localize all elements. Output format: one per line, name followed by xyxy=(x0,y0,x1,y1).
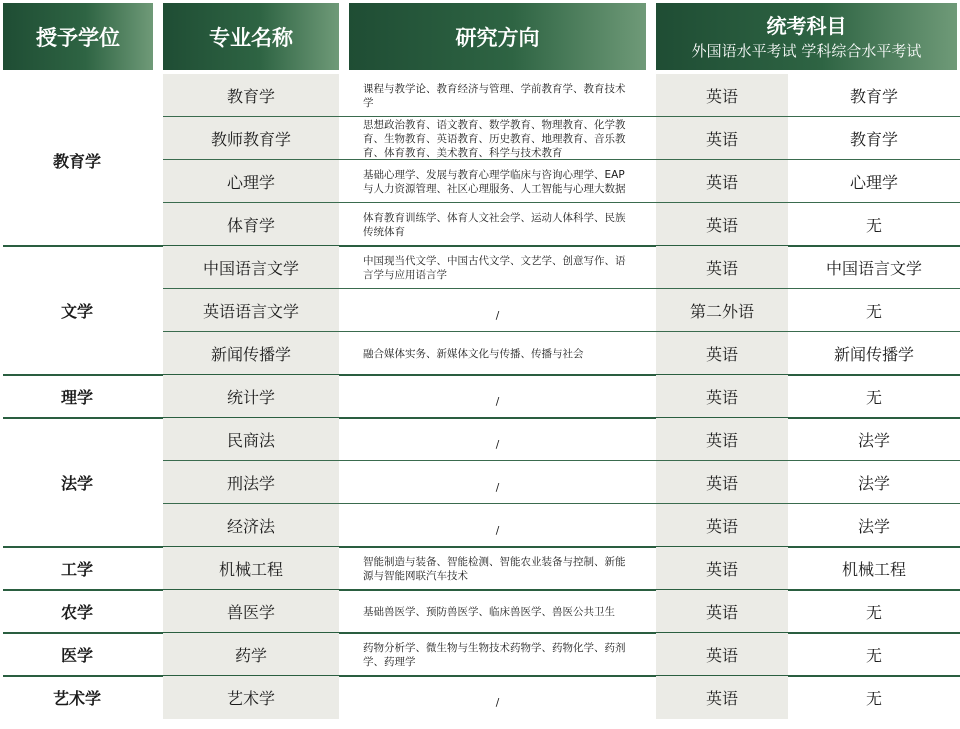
header-direction: 研究方向 xyxy=(349,3,646,70)
major-cell: 刑法学 xyxy=(163,461,339,504)
subject-exam-cell: 无 xyxy=(865,216,882,235)
foreign-language-cell: 英语 xyxy=(656,504,788,547)
foreign-language-cell: 英语 xyxy=(656,375,788,418)
degree-cell: 理学 xyxy=(60,388,93,407)
major-cell: 中国语言文学 xyxy=(163,246,339,289)
direction-cell: / xyxy=(495,524,500,537)
subject-exam-cell: 法学 xyxy=(857,474,890,493)
degree-cell: 教育学 xyxy=(52,151,101,171)
foreign-language-cell: 英语 xyxy=(656,676,788,719)
direction-cell: 思想政治教育、语文教育、数学教育、物理教育、化学教育、生物教育、英语教育、历史教育、地理教育、音乐教育、体育教育、美术教育、科学与技术教育 xyxy=(363,118,626,159)
subject-exam-cell: 法学 xyxy=(857,431,890,450)
direction-cell: 融合媒体实务、新媒体文化与传播、传播与社会 xyxy=(363,347,584,360)
degree-cell: 工学 xyxy=(60,560,93,579)
major-cell: 民商法 xyxy=(163,418,339,461)
foreign-language-cell: 英语 xyxy=(656,418,788,461)
foreign-language-cell: 英语 xyxy=(656,633,788,676)
subject-exam-cell: 心理学 xyxy=(849,173,898,192)
major-cell: 药学 xyxy=(163,633,339,676)
subject-exam-cell: 教育学 xyxy=(849,130,898,149)
major-cell: 新闻传播学 xyxy=(163,332,339,375)
major-cell: 教师教育学 xyxy=(163,117,339,160)
direction-cell: / xyxy=(495,438,500,451)
direction-cell: 体育教育训练学、体育人文社会学、运动人体科学、民族传统体育 xyxy=(363,211,626,238)
direction-cell: 中国现当代文学、中国古代文学、文艺学、创意写作、语言学与应用语言学 xyxy=(363,254,626,281)
degree-cell: 文学 xyxy=(60,302,93,321)
subject-exam-cell: 教育学 xyxy=(849,87,898,106)
subject-exam-cell: 新闻传播学 xyxy=(833,345,914,364)
direction-cell: 基础兽医学、预防兽医学、临床兽医学、兽医公共卫生 xyxy=(363,605,615,618)
direction-cell: / xyxy=(495,309,500,322)
degree-cell: 艺术学 xyxy=(52,689,101,708)
direction-cell: / xyxy=(495,481,500,494)
header-exam-subtitle: 外国语水平考试 学科综合水平考试 xyxy=(691,41,922,60)
major-cell: 艺术学 xyxy=(163,676,339,719)
header-major: 专业名称 xyxy=(163,3,339,70)
direction-cell: 基础心理学、发展与教育心理学临床与咨询心理学、EAP与人力资源管理、社区心理服务、人工智能与心理大数据 xyxy=(363,168,626,195)
foreign-language-cell: 英语 xyxy=(656,590,788,633)
subject-exam-cell: 无 xyxy=(865,388,882,407)
direction-cell: / xyxy=(495,395,500,408)
foreign-language-cell: 英语 xyxy=(656,117,788,160)
header-degree: 授予学位 xyxy=(3,3,153,70)
subject-exam-cell: 中国语言文学 xyxy=(825,259,922,278)
subject-exam-cell: 无 xyxy=(865,646,882,665)
foreign-language-cell: 英语 xyxy=(656,203,788,246)
subject-exam-cell: 机械工程 xyxy=(841,560,906,579)
major-cell: 体育学 xyxy=(163,203,339,246)
degree-cell: 农学 xyxy=(60,603,93,622)
major-cell: 统计学 xyxy=(163,375,339,418)
header-exam-title: 统考科目 xyxy=(766,13,847,38)
foreign-language-cell: 第二外语 xyxy=(656,289,788,332)
foreign-language-cell: 英语 xyxy=(656,160,788,203)
direction-cell: 课程与教学论、教育经济与管理、学前教育学、教育技术学 xyxy=(363,82,626,109)
subject-exam-cell: 无 xyxy=(865,689,882,708)
subject-exam-cell: 无 xyxy=(865,302,882,321)
foreign-language-cell: 英语 xyxy=(656,461,788,504)
subject-exam-cell: 法学 xyxy=(857,517,890,536)
direction-cell: 智能制造与装备、智能检测、智能农业装备与控制、新能源与智能网联汽车技术 xyxy=(363,555,626,582)
subject-exam-cell: 无 xyxy=(865,603,882,622)
major-cell: 机械工程 xyxy=(163,547,339,590)
degree-cell: 法学 xyxy=(60,474,93,493)
foreign-language-cell: 英语 xyxy=(656,74,788,117)
foreign-language-cell: 英语 xyxy=(656,246,788,289)
foreign-language-cell: 英语 xyxy=(656,547,788,590)
major-cell: 英语语言文学 xyxy=(163,289,339,332)
degree-cell: 医学 xyxy=(60,646,93,665)
direction-cell: / xyxy=(495,696,500,709)
major-cell: 兽医学 xyxy=(163,590,339,633)
major-cell: 教育学 xyxy=(163,74,339,117)
direction-cell: 药物分析学、微生物与生物技术药物学、药物化学、药剂学、药理学 xyxy=(363,641,626,668)
foreign-language-cell: 英语 xyxy=(656,332,788,375)
major-cell: 心理学 xyxy=(163,160,339,203)
major-cell: 经济法 xyxy=(163,504,339,547)
